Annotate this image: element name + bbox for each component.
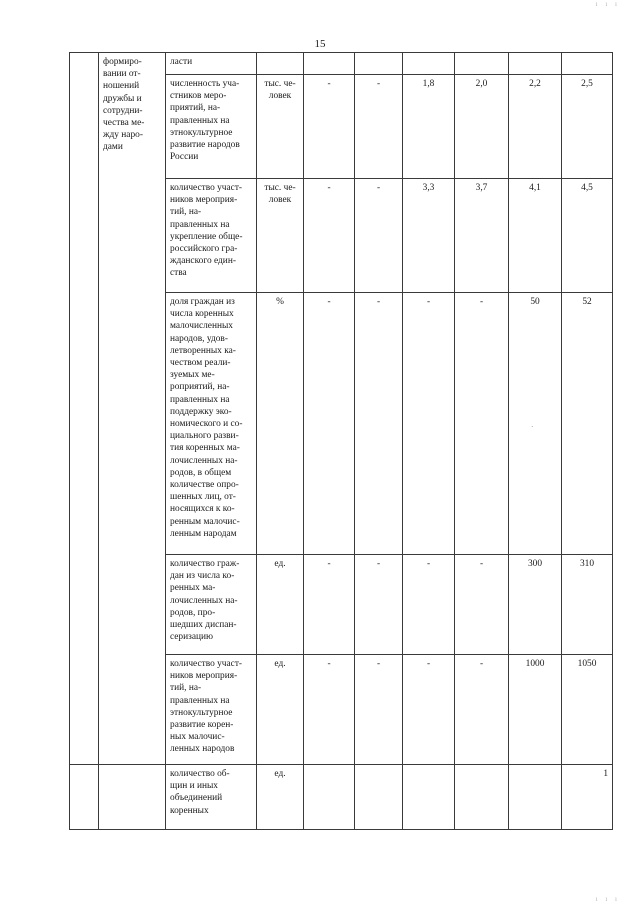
value-cell bbox=[403, 53, 455, 75]
goal-cell bbox=[99, 765, 166, 830]
value-cell: 310 bbox=[562, 555, 613, 655]
value-cell: - bbox=[403, 655, 455, 765]
value-cell bbox=[304, 53, 355, 75]
value-cell: - bbox=[455, 655, 509, 765]
value-cell: - bbox=[355, 179, 403, 293]
page-number: 15 bbox=[314, 38, 326, 50]
indicator-cell: количество участ- ников мероприя- тий, на- правленных на этнокультурное развитие корен- ных малочис- ленных народов bbox=[166, 655, 257, 765]
value-cell bbox=[455, 765, 509, 830]
value-cell: - bbox=[403, 555, 455, 655]
value-cell bbox=[355, 53, 403, 75]
unit-cell: ед. bbox=[257, 655, 304, 765]
value-cell: - bbox=[455, 293, 509, 555]
value-cell: 300 bbox=[509, 555, 562, 655]
table-row bbox=[70, 53, 613, 75]
value-cell: 1,8 bbox=[403, 75, 455, 179]
value-cell: 52 bbox=[562, 293, 613, 555]
value-cell bbox=[509, 53, 562, 75]
indicator-cell: ласти bbox=[166, 53, 257, 75]
value-cell: - bbox=[304, 75, 355, 179]
unit-cell: тыс. че- ловек bbox=[257, 179, 304, 293]
unit-cell: тыс. че- ловек bbox=[257, 75, 304, 179]
value-cell: 1 bbox=[562, 765, 613, 830]
unit-cell: % bbox=[257, 293, 304, 555]
value-cell: - bbox=[455, 555, 509, 655]
number-cell bbox=[70, 53, 99, 765]
value-cell: 3,7 bbox=[455, 179, 509, 293]
value-cell bbox=[509, 765, 562, 830]
value-cell: 1050 bbox=[562, 655, 613, 765]
number-cell bbox=[70, 765, 99, 830]
value-cell bbox=[562, 53, 613, 75]
unit-cell bbox=[257, 53, 304, 75]
goal-cell: формиро- вании от- ношений дружбы и сотрудни- чества ме- жду наро- дами bbox=[99, 53, 166, 765]
value-cell: - bbox=[304, 179, 355, 293]
scan-speck: · bbox=[531, 423, 534, 431]
value-cell: 4,1 bbox=[509, 179, 562, 293]
value-cell: 2,0 bbox=[455, 75, 509, 179]
unit-cell: ед. bbox=[257, 765, 304, 830]
value-cell bbox=[355, 765, 403, 830]
value-cell: - bbox=[304, 293, 355, 555]
value-cell: - bbox=[304, 655, 355, 765]
value-cell bbox=[455, 53, 509, 75]
value-cell: - bbox=[355, 293, 403, 555]
indicator-cell: количество об- щин и иных объединений коренных bbox=[166, 765, 257, 830]
value-cell: - bbox=[304, 555, 355, 655]
unit-cell: ед. bbox=[257, 555, 304, 655]
indicator-cell: количество граж- дан из числа ко- ренных ма- лочисленных на- родов, про- шедших диспан- серизацию bbox=[166, 555, 257, 655]
value-cell: 1000 bbox=[509, 655, 562, 765]
value-cell bbox=[403, 765, 455, 830]
indicator-cell: количество участ- ников мероприя- тий, на- правленных на укрепление обще- российского гра- жданского един- ства bbox=[166, 179, 257, 293]
value-cell: - bbox=[355, 75, 403, 179]
corner-scan-mark-top: ı ı ı bbox=[595, 0, 620, 8]
value-cell: 4,5 bbox=[562, 179, 613, 293]
value-cell: 2,2 bbox=[509, 75, 562, 179]
value-cell: - bbox=[355, 555, 403, 655]
indicator-cell: численность уча- стников меро- приятий, на- правленных на этнокультурное развитие народов России bbox=[166, 75, 257, 179]
value-cell: 50 · bbox=[509, 293, 562, 555]
value-cell: - bbox=[355, 655, 403, 765]
indicator-table bbox=[69, 52, 613, 830]
value-cell bbox=[304, 765, 355, 830]
value-cell: - bbox=[403, 293, 455, 555]
value-cell: 3,3 bbox=[403, 179, 455, 293]
value-cell: 2,5 bbox=[562, 75, 613, 179]
indicator-cell: доля граждан из числа коренных малочисленных народов, удов- летворенных ка- чеством реали- зуемых ме- роприятий, на- правленных на поддержку эко- номического и со- циального разви- тия коренных ма- лочисленных на- родов, в общем количестве опро- шенных лиц, от- носящихся к ко- ренным малочис- ленным народам bbox=[166, 293, 257, 555]
corner-scan-mark-bottom: ı ı ı bbox=[595, 895, 620, 903]
table-row bbox=[70, 765, 613, 830]
